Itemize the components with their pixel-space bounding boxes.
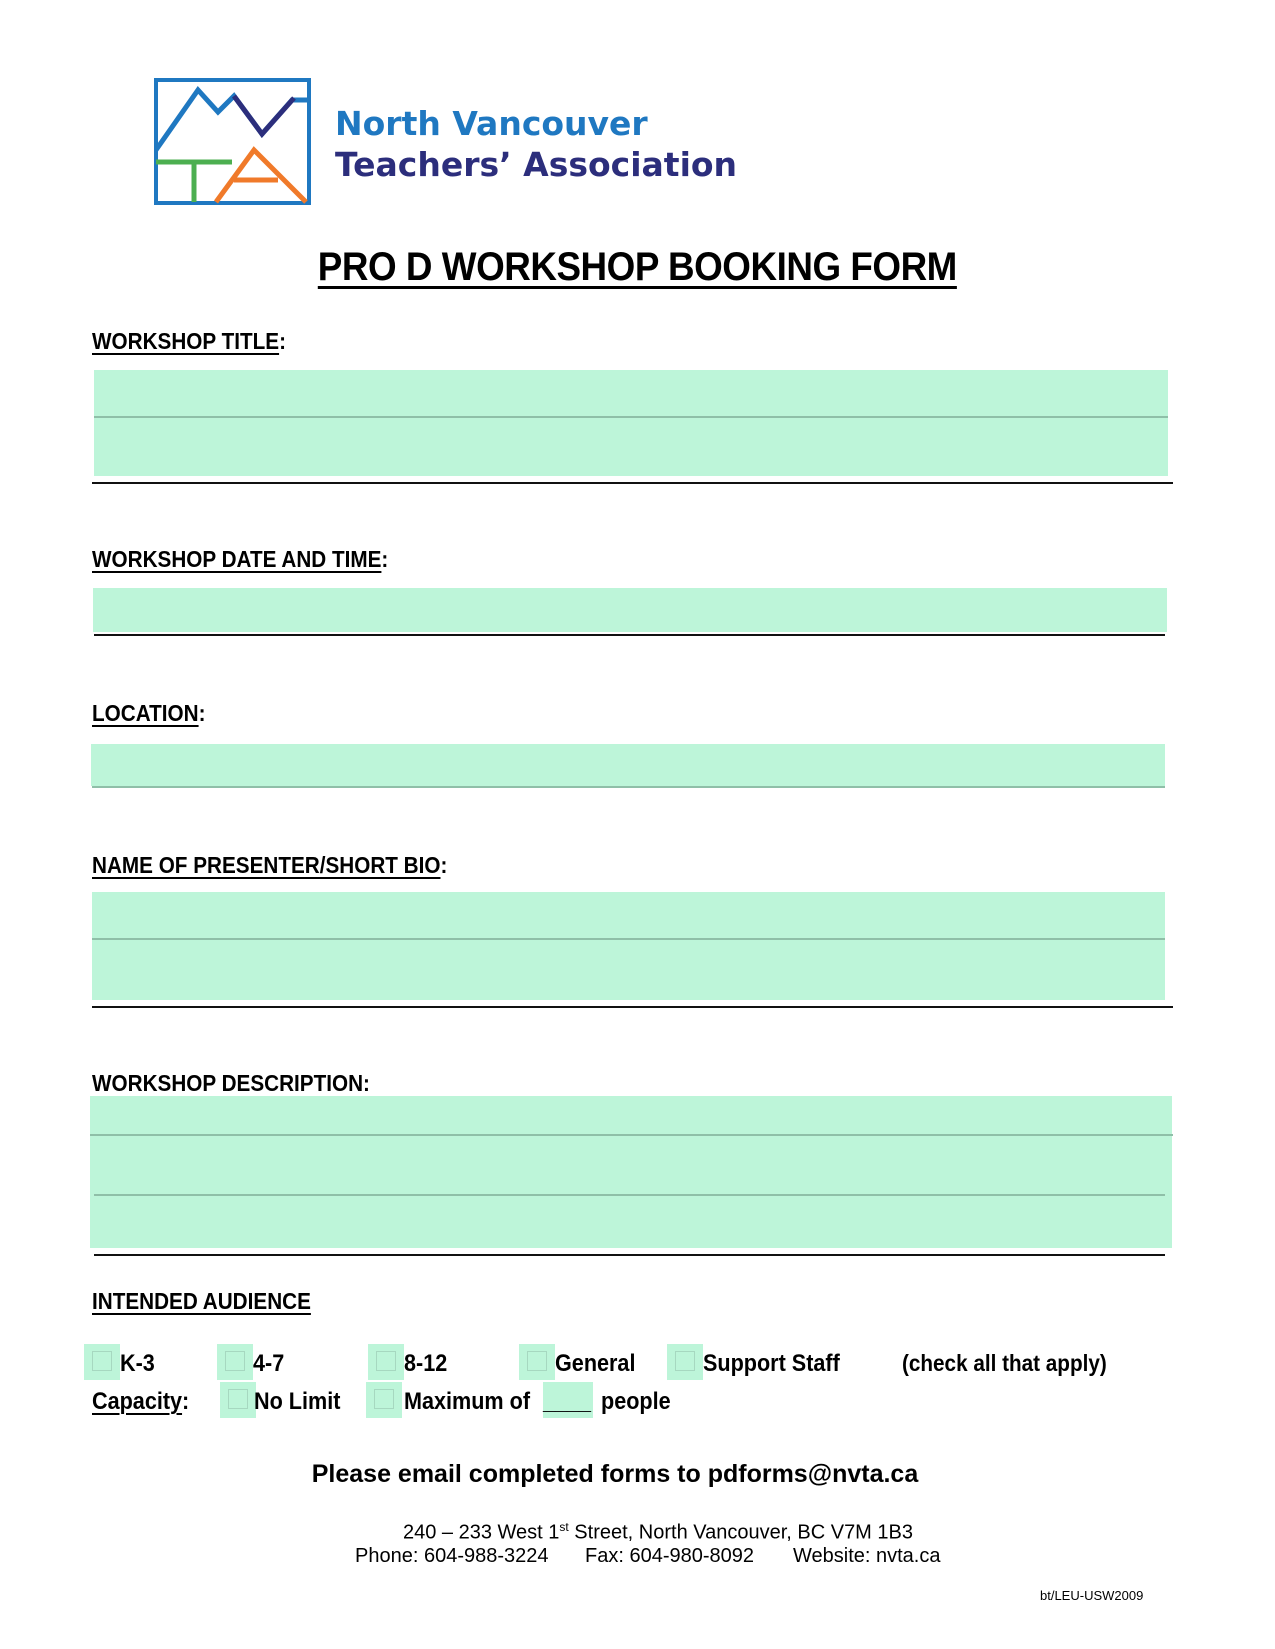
phone-text: Phone: 604-988-3224 — [355, 1545, 549, 1567]
logo-mountain-navy — [234, 96, 294, 134]
checkbox-general-box[interactable] — [527, 1351, 547, 1371]
description-line-2 — [94, 1194, 1165, 1196]
option-general-label: General — [555, 1350, 636, 1377]
description-field[interactable] — [90, 1096, 1172, 1248]
checkbox-4-7[interactable] — [217, 1344, 253, 1380]
checkbox-k3-box[interactable] — [92, 1351, 112, 1371]
description-label: WORKSHOP DESCRIPTION: — [92, 1070, 370, 1096]
audience-heading — [92, 1288, 311, 1315]
workshop-title-field[interactable] — [94, 370, 1168, 476]
workshop-title-label-text: WORKSHOP TITLE — [92, 328, 280, 354]
org-name-line2: Teachers’ Association — [335, 145, 738, 184]
capacity-label-text: Capacity — [92, 1388, 183, 1415]
workshop-date-field[interactable] — [93, 588, 1167, 632]
address-line — [403, 1520, 913, 1545]
location-label-text: LOCATION — [92, 700, 199, 726]
workshop-title-line — [94, 416, 1168, 418]
option-no-limit-label: No Limit — [254, 1388, 341, 1415]
checkbox-8-12[interactable] — [368, 1344, 404, 1380]
workshop-date-rule — [94, 634, 1165, 636]
website-text: Website: nvta.ca — [793, 1545, 941, 1567]
option-support-staff-label: Support Staff — [703, 1350, 840, 1377]
form-title — [0, 245, 1275, 290]
location-line — [92, 786, 1165, 788]
capacity-label: Capacity: — [92, 1388, 190, 1415]
workshop-title-rule — [92, 482, 1173, 484]
form-code: bt/LEU-USW2009 — [1040, 1588, 1144, 1603]
checkbox-general[interactable] — [519, 1344, 555, 1380]
location-label: LOCATION: — [92, 700, 206, 726]
people-label: people — [601, 1388, 671, 1415]
checkbox-maximum[interactable] — [366, 1382, 402, 1418]
checkbox-maximum-box[interactable] — [374, 1389, 394, 1409]
workshop-date-label-text: WORKSHOP DATE AND TIME — [92, 546, 382, 572]
option-4-7-label: 4-7 — [253, 1350, 285, 1377]
logo-mountain-blue — [156, 90, 309, 150]
presenter-field[interactable] — [92, 892, 1165, 1000]
workshop-title-label: WORKSHOP TITLE: — [92, 328, 286, 354]
fax-text: Fax: 604-980-8092 — [585, 1545, 755, 1567]
address-sup: st — [559, 1520, 569, 1534]
checkbox-k3[interactable] — [84, 1344, 120, 1380]
logo-a-sides — [216, 150, 306, 202]
maximum-blank: ____ — [543, 1388, 592, 1415]
presenter-rule — [92, 1006, 1173, 1008]
check-all-note: (check all that apply) — [902, 1350, 1107, 1376]
presenter-line — [92, 938, 1165, 940]
description-line-1 — [90, 1134, 1173, 1136]
checkbox-8-12-box[interactable] — [376, 1351, 396, 1371]
nvta-logo — [154, 78, 314, 208]
checkbox-support-staff[interactable] — [667, 1344, 703, 1380]
address-post: Street, North Vancouver, BC V7M 1B3 — [568, 1521, 913, 1544]
email-instruction: Please email completed forms to pdforms@nvta.ca — [311, 1460, 919, 1488]
form-title-text: PRO D WORKSHOP BOOKING FORM — [317, 245, 958, 289]
description-rule — [94, 1254, 1165, 1256]
address-pre: 240 – 233 West 1 — [403, 1521, 560, 1544]
checkbox-no-limit[interactable] — [220, 1382, 256, 1418]
option-8-12-label: 8-12 — [404, 1350, 448, 1377]
checkbox-4-7-box[interactable] — [225, 1351, 245, 1371]
checkbox-support-staff-box[interactable] — [675, 1351, 695, 1371]
checkbox-no-limit-box[interactable] — [228, 1389, 248, 1409]
workshop-date-label: WORKSHOP DATE AND TIME: — [92, 546, 389, 572]
org-name-line1: North Vancouver — [335, 104, 648, 143]
location-field[interactable] — [91, 744, 1165, 786]
presenter-label: NAME OF PRESENTER/SHORT BIO: — [92, 852, 448, 878]
presenter-label-text: NAME OF PRESENTER/SHORT BIO — [92, 852, 441, 878]
option-k3-label: K-3 — [120, 1350, 155, 1377]
audience-heading-text: INTENDED AUDIENCE — [92, 1288, 311, 1314]
option-maximum-label: Maximum of — [404, 1388, 531, 1415]
